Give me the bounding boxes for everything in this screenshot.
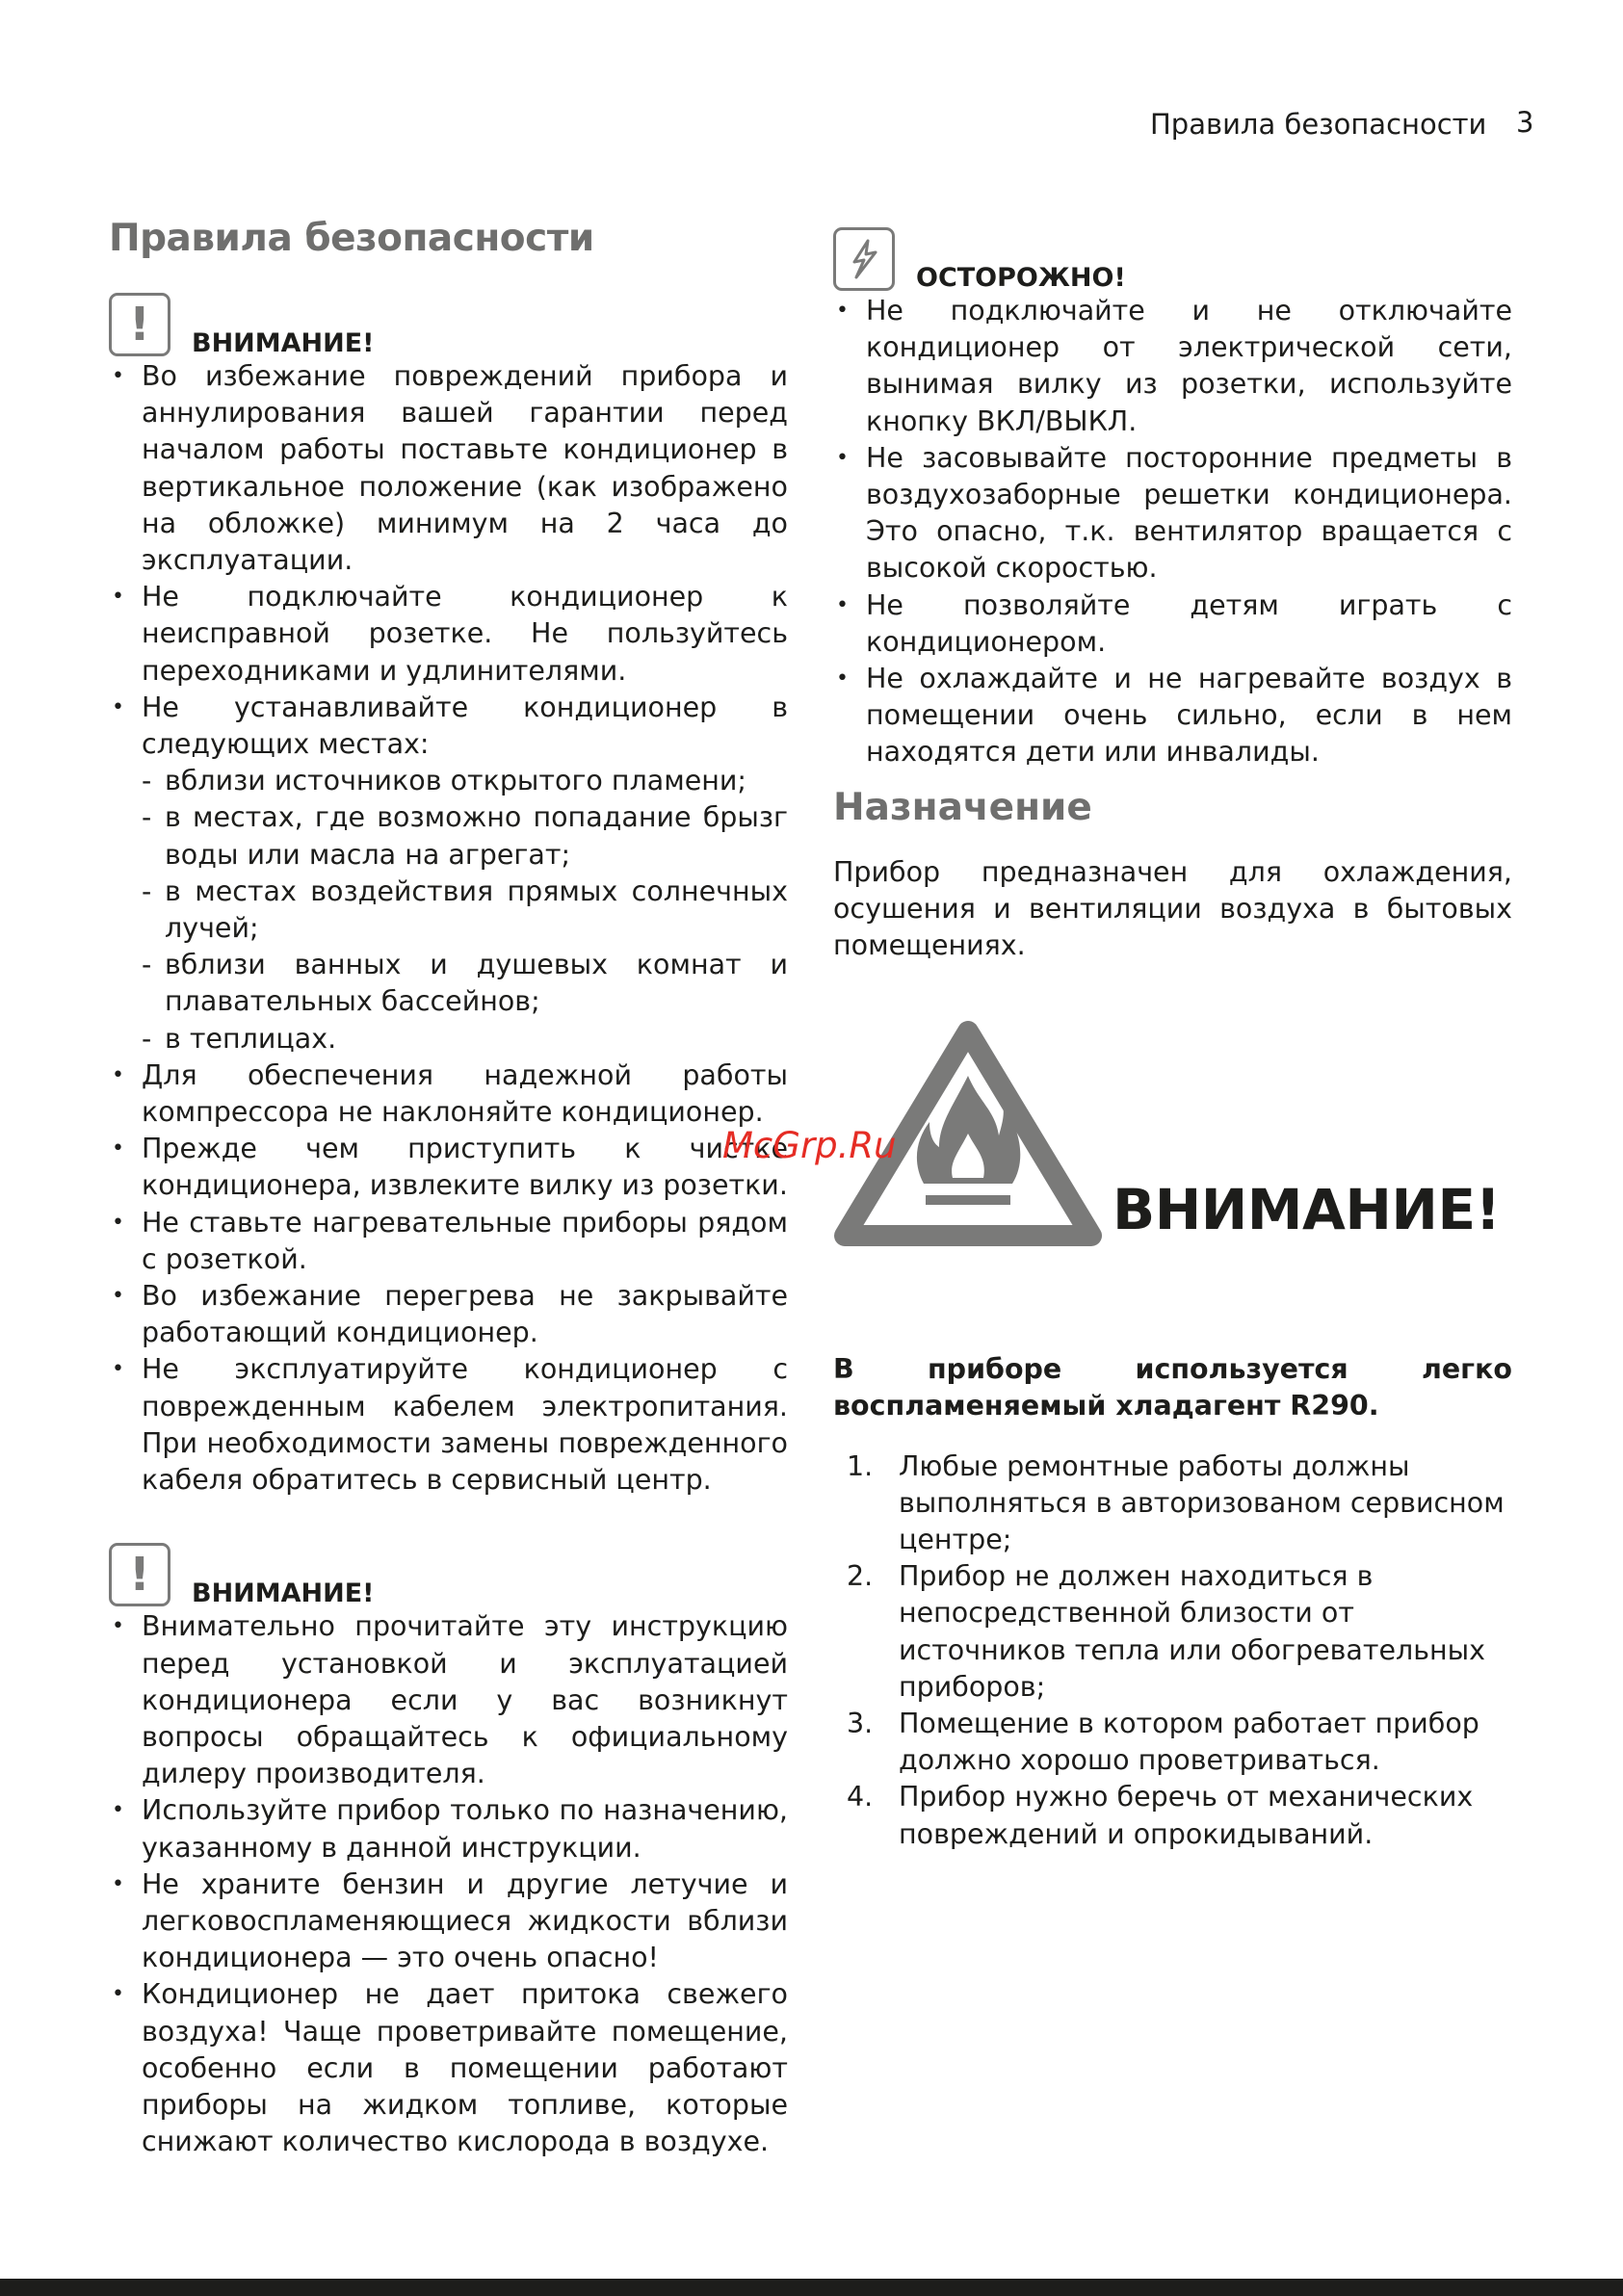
sub-list-item: - в теплицах. bbox=[142, 1021, 788, 1057]
sub-list-item: - вблизи ванных и душевых комнат и плавательных бассейнов; bbox=[142, 947, 788, 1020]
list-item: • Не засовывайте посторонние предметы в воздухозаборные решетки кондиционера. Это опасно, т.к. вентилятор вращается с высокой скоростью. bbox=[833, 440, 1512, 587]
warning-label: ВНИМАНИЕ! bbox=[192, 327, 375, 358]
list-item: • Во избежание повреждений прибора и аннулирования вашей гарантии перед началом работы поставьте кондиционер в вертикальное положение (как изображено на обложке) минимум на 2 часа до эксплуатации. bbox=[109, 358, 788, 579]
section-title: Правила безопасности bbox=[109, 217, 594, 260]
running-header: Правила безопасности bbox=[1150, 108, 1487, 141]
sub-list-item: - в местах воздействия прямых солнечных лучей; bbox=[142, 874, 788, 947]
list-item-text: Прибор нужно беречь от механических повреждений и опрокидываний. bbox=[899, 1781, 1474, 1850]
list-item bbox=[833, 1448, 1512, 1559]
lightning-box-icon bbox=[833, 227, 895, 291]
warning-list-1 bbox=[109, 358, 788, 1499]
list-item: • Не подключайте кондиционер к неисправной розетке. Не пользуйтесь переходниками и удлинителями. bbox=[109, 579, 788, 690]
flammable-warning-word: ВНИМАНИЕ! bbox=[1113, 1177, 1501, 1243]
list-number: 4. bbox=[847, 1781, 874, 1813]
list-number: 3. bbox=[847, 1708, 874, 1740]
refrigerant-notice: В приборе используется легко воспламеняемый хладагент R290. bbox=[833, 1353, 1512, 1422]
warning-label: ВНИМАНИЕ! bbox=[192, 1578, 375, 1609]
sub-list-item: - вблизи источников открытого пламени; bbox=[142, 763, 788, 799]
warning-list-2 bbox=[109, 1608, 788, 2160]
list-item: • Во избежание перегрева не закрывайте работающий кондиционер. bbox=[109, 1278, 788, 1351]
list-item-text: Помещение в котором работает прибор должно хорошо проветриваться. bbox=[899, 1708, 1479, 1777]
list-item bbox=[833, 1779, 1512, 1852]
flammable-warning bbox=[833, 1018, 1512, 1307]
list-item-text: Не устанавливайте кондиционер в следующих местах: bbox=[142, 691, 788, 761]
list-item: • Не подключайте и не отключайте кондиционер от электрической сети, вынимая вилку из розетки, используйте кнопку ВКЛ/ВЫКЛ. bbox=[833, 293, 1512, 440]
list-item: • Не храните бензин и другие летучие и легковоспламеняющиеся жидкости вблизи кондиционера — это очень опасно! bbox=[109, 1866, 788, 1977]
page-number: 3 bbox=[1516, 106, 1534, 139]
watermark: McGrp.Ru bbox=[722, 1125, 897, 1166]
list-item bbox=[109, 690, 788, 1057]
caution-header bbox=[833, 214, 1512, 291]
list-item: • Прежде чем приступить к чистке кондиционера, извлеките вилку из розетки. bbox=[109, 1131, 788, 1204]
list-item: • Не охлаждайте и не нагревайте воздух в помещении очень сильно, если в нем находятся дети или инвалиды. bbox=[833, 661, 1512, 771]
warning-header-1 bbox=[109, 287, 788, 356]
right-column bbox=[833, 214, 1512, 1853]
list-item-text: Любые ремонтные работы должны выполняться в авторизованом сервисном центре; bbox=[899, 1449, 1505, 1556]
purpose-text: Прибор предназначен для охлаждения, осушения и вентиляции воздуха в бытовых помещениях. bbox=[833, 855, 1512, 962]
purpose-title: Назначение bbox=[833, 785, 1092, 829]
left-column bbox=[109, 214, 788, 2160]
list-item: • Не ставьте нагревательные приборы рядом с розеткой. bbox=[109, 1205, 788, 1278]
exclamation-box-icon: ! bbox=[109, 293, 170, 356]
sub-list-item: - в местах, где возможно попадание брызг воды или масла на агрегат; bbox=[142, 799, 788, 873]
list-item bbox=[833, 1558, 1512, 1706]
list-item: • Не эксплуатируйте кондиционер с поврежденным кабелем электропитания. При необходимости замены поврежденного кабеля обратитесь в сервисный центр. bbox=[109, 1351, 788, 1499]
warning-header-2 bbox=[109, 1537, 788, 1609]
list-item-text: Прибор не должен находиться в непосредственной близости от источников тепла или обогревательных приборов; bbox=[899, 1560, 1486, 1703]
list-item: • Используйте прибор только по назначению, указанному в данной инструкции. bbox=[109, 1792, 788, 1866]
caution-list bbox=[833, 293, 1512, 771]
list-item: • Для обеспечения надежной работы компрессора не наклоняйте кондиционер. bbox=[109, 1057, 788, 1131]
caution-label: ОСТОРОЖНО! bbox=[916, 262, 1126, 293]
list-item: • Кондиционер не дает притока свежего воздуха! Чаще проветривайте помещение, особенно если в помещении работают приборы на жидком топливе, которые снижают количество кислорода в воздухе. bbox=[109, 1976, 788, 2160]
list-item: • Не позволяйте детям играть с кондиционером. bbox=[833, 587, 1512, 661]
list-item bbox=[833, 1706, 1512, 1779]
bottom-rule bbox=[0, 2279, 1623, 2296]
exclamation-box-icon: ! bbox=[109, 1543, 170, 1606]
sub-list bbox=[142, 763, 788, 1057]
list-item: • Внимательно прочитайте эту инструкцию перед установкой и эксплуатацией кондиционера если у вас возникнут вопросы обращайтесь к официальному дилеру производителя. bbox=[109, 1608, 788, 1792]
refrigerant-rules bbox=[833, 1448, 1512, 1853]
list-number: 2. bbox=[847, 1560, 874, 1593]
list-number: 1. bbox=[847, 1449, 874, 1482]
